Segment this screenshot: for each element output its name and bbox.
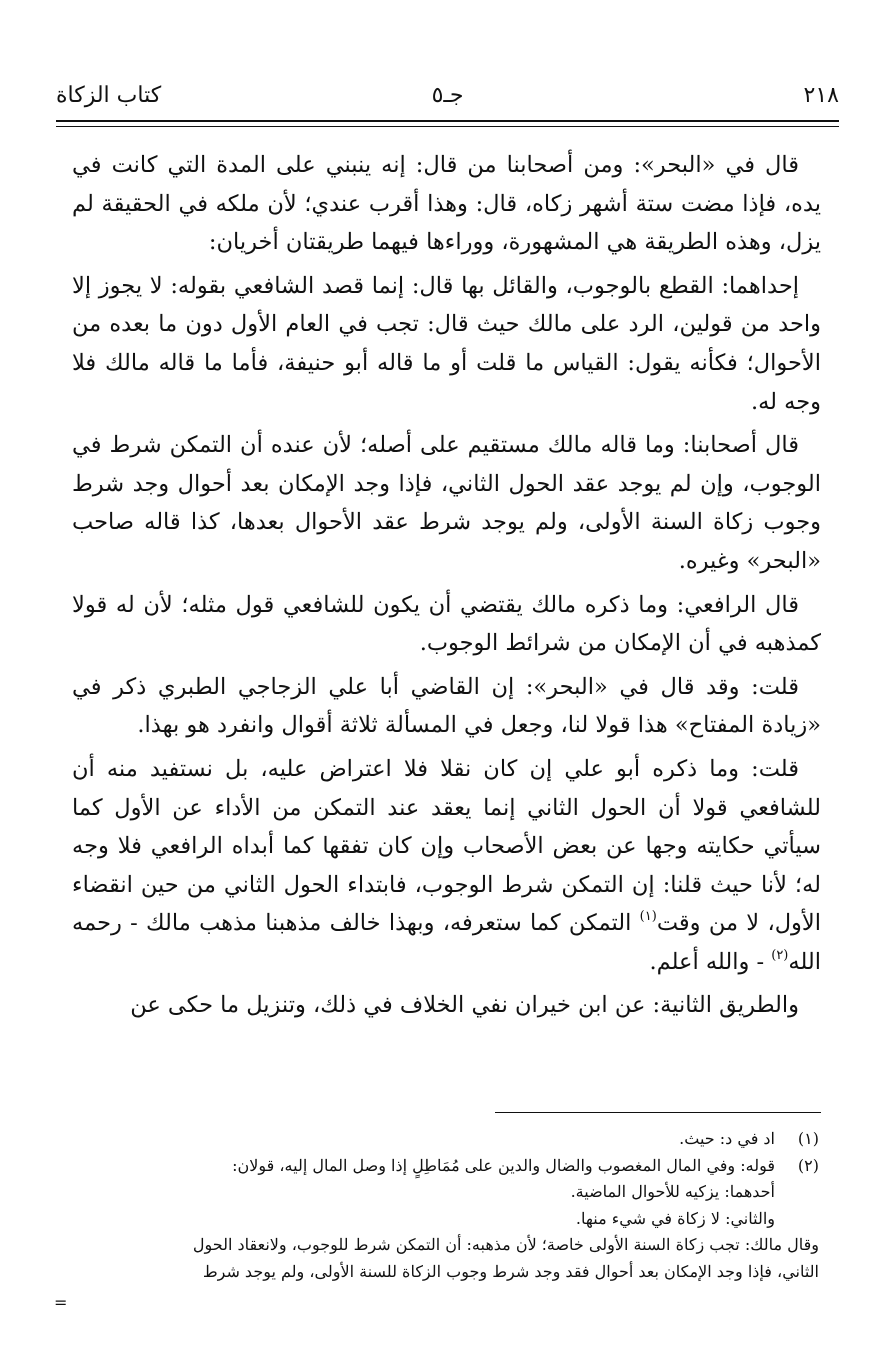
paragraph: إحداهما: القطع بالوجوب، والقائل بها قال: إنما قصد الشافعي بقوله: لا يجوز إلا واحد من قولين، الرد على مالك حيث قال: تجب في العام الأول دون ما بعده من الأحوال؛ فكأنه يقول: القياس ما قلت أو ما قاله أبو حنيفة، فأما ما قاله مالك فلا وجه له.: [72, 272, 821, 415]
footnotes: [68, 1126, 819, 1285]
paragraph: قال في «البحر»: ومن أصحابنا من قال: إنه ينبني على المدة التي كانت في يده، فإذا مضت ستة أشهر زكاه، قال: وهذا أقرب عندي؛ لأن ملكه في الحقيقة لم يزل، وهذه الطريقة هي المشهورة، ووراءها فيهما طريقتان أخريان:: [72, 152, 821, 256]
header-rule-thick: [56, 120, 839, 122]
running-header: [56, 80, 839, 114]
book-title: كتاب الزكاة: [56, 83, 162, 108]
footnote-ref[interactable]: (١): [639, 909, 657, 925]
paragraph: قلت: وقد قال في «البحر»: إن القاضي أبا علي الزجاجي الطبري ذكر في «زيادة المفتاح» هذا قولا لنا، وجعل في المسألة ثلاثة أقوال وانفرد هو بهذا.: [72, 673, 821, 739]
footnote: [68, 1126, 819, 1153]
paragraph: والطريق الثانية: عن ابن خيران نفي الخلاف في ذلك، وتنزيل ما حكى عن: [130, 992, 799, 1019]
paragraph: قال الرافعي: وما ذكره مالك يقتضي أن يكون للشافعي قول مثله؛ لأن له قولا كمذهبه في أن الإمكان من شرائط الوجوب.: [72, 591, 821, 657]
footnote-line: الثاني، فإذا وجد الإمكان بعد أحوال فقد وجد شرط وجوب الزكاة للسنة الأولى، ولم يوجد شرط: [202, 1261, 819, 1281]
page-number: ٢١٨: [803, 83, 839, 108]
footnote-line: والثاني: لا زكاة في شيء منها.: [575, 1208, 775, 1228]
footnote-line: أحدهما: يزكيه للأحوال الماضية.: [570, 1182, 775, 1201]
footnote-number: (١): [797, 1129, 819, 1148]
footnote-ref[interactable]: (٢): [771, 947, 789, 963]
footnote: [68, 1153, 819, 1286]
main-text: [72, 146, 821, 1030]
footnote-number: (٢): [797, 1155, 819, 1175]
paragraph: قلت: وما ذكره أبو علي إن كان نقلا فلا اعتراض عليه، بل نستفيد منه أن للشافعي قولا أن الحول الثاني إنما يعقد عند التمكن من الأداء عن الأول كما سيأتي حكايته وجها عن بعض الأصحاب وإن كان تفقها كما أبداه الرافعي فلا وجه له؛ لأنا حيث قلنا: إن التمكن شرط الوجوب، فابتداء الحول الثاني من حين انقضاء الأول، لا من وقت$^{(١)}$ التمكن كما ستعرفه، وبهذا خالف مذهبنا مذهب مالك - رحمه الله$^{(٢)}$ - والله أعلم.: [72, 755, 822, 975]
footnote-line: اد في د: حيث.: [679, 1129, 775, 1148]
volume-label: جـ٥: [431, 83, 464, 108]
continuation-mark: =: [54, 1293, 68, 1312]
footnote-line: قوله: وفي المال المغصوب والضال والدين على مُمَاطِلٍ إذا وصل المال إليه، قولان:: [232, 1155, 775, 1175]
footnote-separator: [495, 1112, 821, 1113]
paragraph: قال أصحابنا: وما قاله مالك مستقيم على أصله؛ لأن عنده أن التمكن شرط في الوجوب، وإن لم يوجد عقد الحول الثاني، فإذا وجد الإمكان بعد أحوال وجد شرط وجوب زكاة السنة الأولى، ولم يوجد شرط عقد الأحوال بعدها، كذا قاله صاحب «البحر» وغيره.: [72, 432, 821, 574]
footnote-line: وقال مالك: تجب زكاة السنة الأولى خاصة؛ لأن مذهبه: أن التمكن شرط للوجوب، ولانعقاد الحول: [192, 1235, 819, 1254]
header-rule-thin: [56, 126, 839, 127]
